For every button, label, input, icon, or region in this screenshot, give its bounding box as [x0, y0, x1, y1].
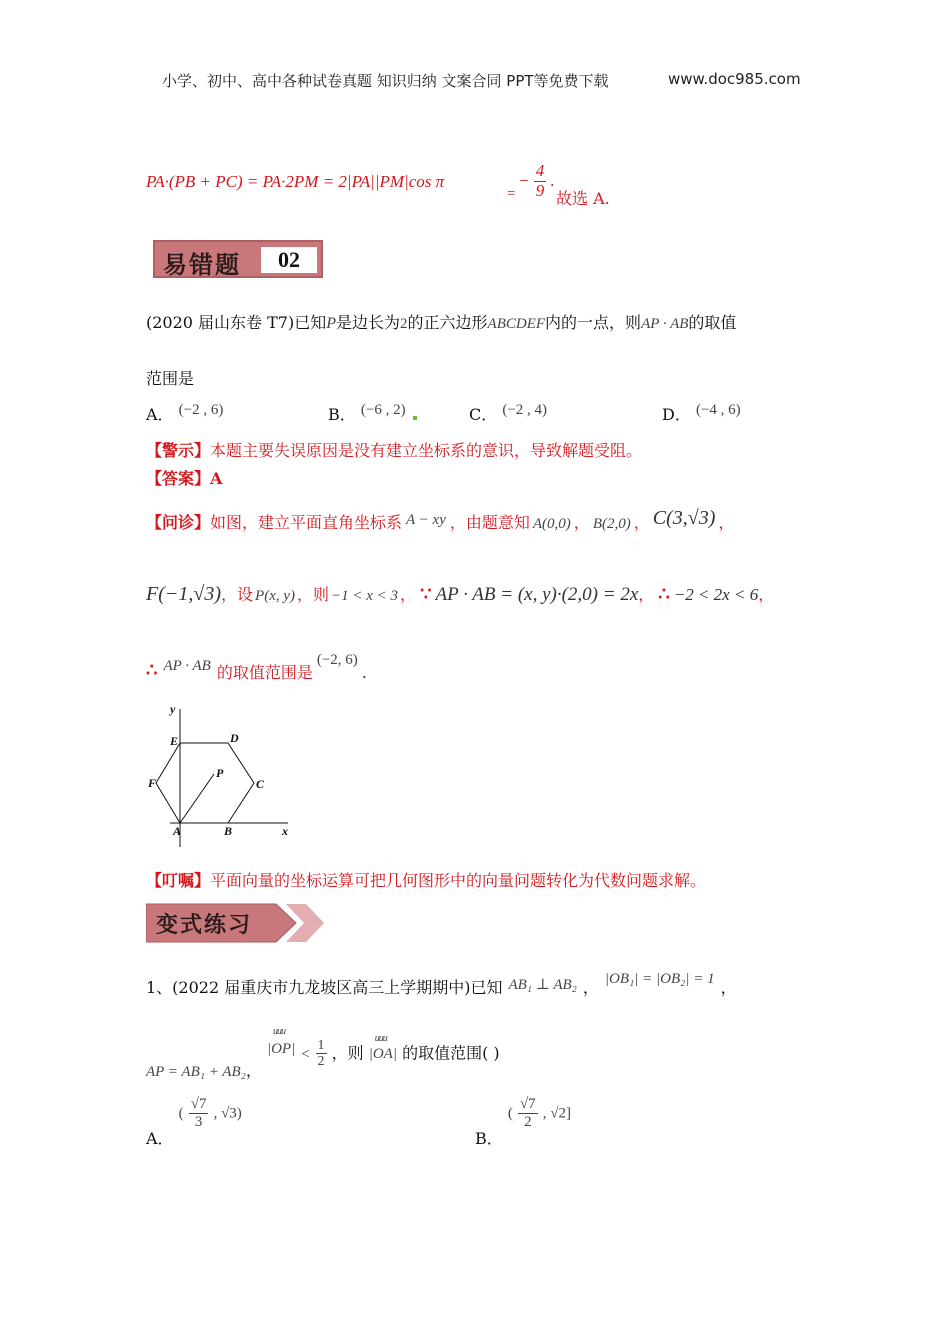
comma: ，	[758, 585, 775, 604]
option-b	[328, 402, 417, 425]
option-b-value: (−6 , 2)	[360, 402, 406, 418]
because-symbol: ∵	[420, 584, 432, 605]
comma: ，	[245, 1061, 262, 1081]
norm-condition: |OB₁| = |OB₂| = 1	[604, 971, 715, 987]
comma: ，	[573, 513, 590, 532]
oa-norm: |OA|	[368, 1046, 397, 1063]
option-a	[146, 402, 223, 425]
label-y: y	[170, 702, 176, 716]
comma: ，	[638, 585, 655, 604]
vector-sum-condition: AP = AB₁ + AB₂	[146, 1064, 246, 1081]
hexagon-name: ABCDEF	[487, 316, 546, 332]
option-b-numerator: √7	[519, 1096, 536, 1112]
option-d-value: (−4 , 6)	[695, 402, 741, 418]
label-a: A	[173, 824, 182, 838]
one-half	[316, 1038, 327, 1070]
option-d-label: D．	[662, 405, 691, 424]
header-website: www.doc985.com	[668, 70, 801, 88]
coordinate-system: A − xy	[406, 512, 446, 528]
oa-norm-group	[368, 1033, 397, 1063]
comma: ，	[718, 513, 735, 532]
segment-ap	[180, 774, 214, 823]
point-a-coord: A(0,0)	[532, 516, 571, 532]
point-f-coord: F(−1,√3)	[146, 583, 222, 605]
diagnosis-text-1: 如图，建立平面直角坐标系	[210, 513, 403, 532]
exercise-1-option-b	[475, 1096, 572, 1148]
fraction-numerator: 4	[535, 161, 545, 180]
two-x-range: −2 < 2x < 6	[673, 585, 759, 604]
half-denominator: 2	[317, 1054, 325, 1070]
warning-line	[146, 438, 642, 461]
section-banner-label: 易错题	[163, 250, 241, 279]
diagnosis-text-5: 的取值范围是	[216, 663, 313, 682]
option-b-fraction	[518, 1096, 538, 1130]
label-f: F	[148, 776, 157, 790]
dot-product-expr: AP · AB	[641, 316, 689, 332]
problem-text-3: 内的一点，则	[545, 313, 642, 332]
point-p-coord: P(x, y)	[255, 588, 295, 604]
reminder-text: 平面向量的坐标运算可把几何图形中的向量问题转化为代数问题求解。	[210, 871, 707, 890]
warning-text: 本题主要失误原因是没有建立坐标系的意识，导致解题受阻。	[210, 441, 643, 460]
option-b-denominator: 2	[524, 1113, 532, 1130]
option-a-open: (	[178, 1105, 184, 1122]
option-b-rest: , √2]	[542, 1105, 572, 1122]
answer-line	[146, 466, 222, 489]
prev-solution-formula: PA·(PB + PC) = PA·2PM = 2|PA||PM|cos π	[146, 172, 445, 191]
fraction	[534, 162, 547, 200]
exercise-1-text-1: ，则	[331, 1043, 364, 1063]
point-b-coord: B(2,0)	[592, 516, 631, 532]
exercise-1-text-2: 的取值范围( )	[402, 1043, 500, 1063]
option-a-value: (−2 , 6)	[178, 402, 224, 418]
exercise-1-line-1	[146, 971, 737, 998]
comma: ，	[720, 978, 737, 997]
problem-line-2: 范围是	[146, 369, 195, 388]
diagnosis-tag: 【问诊】	[146, 513, 211, 532]
hexagon-abcdef	[156, 743, 254, 823]
problem-text-2: 的正六边形	[407, 313, 488, 332]
option-a-denominator: 3	[194, 1113, 203, 1130]
label-p: P	[216, 766, 224, 780]
period: .	[361, 663, 367, 682]
option-b-label: B．	[475, 1128, 503, 1148]
point-c-coord: C(3,√3)	[652, 507, 716, 529]
op-norm-group	[266, 1026, 296, 1058]
option-a-label: A．	[146, 405, 174, 424]
perpendicular-condition: AB₁ ⊥ AB₂	[508, 977, 577, 993]
diagnosis-text-4: ，则	[297, 585, 330, 604]
less-than: <	[300, 1046, 311, 1063]
answer-tag: 【答案】	[146, 469, 211, 488]
therefore-symbol: ∴	[658, 584, 670, 605]
exercise-1-option-a	[146, 1096, 242, 1148]
comma: ，	[400, 585, 417, 604]
comma: ，	[582, 978, 599, 997]
problem-text-1: 是边长为	[336, 313, 401, 332]
green-dot-mark	[413, 416, 417, 420]
range-result: (−2, 6)	[316, 652, 358, 668]
section-banner	[153, 240, 323, 278]
option-d	[662, 402, 741, 425]
neg-sign: −	[518, 171, 530, 191]
header-left-text: 小学、初中、高中各种试卷真题 知识归纳 文案合同 PPT等免费下载	[162, 72, 609, 90]
side-length: 2	[400, 316, 408, 332]
problem-statement	[146, 310, 736, 333]
point-p: P	[326, 315, 337, 332]
option-c-label: C．	[469, 405, 498, 424]
therefore-symbol: ∴	[146, 660, 158, 681]
option-c	[469, 402, 547, 425]
hexagon-figure	[140, 695, 310, 855]
vector-arrow-marks: uuu	[272, 1026, 285, 1037]
option-a-fraction	[189, 1096, 209, 1130]
option-a-rest: , √3)	[213, 1105, 242, 1122]
reminder-tag: 【叮嘱】	[146, 871, 211, 890]
option-b-open: (	[507, 1105, 513, 1122]
diagnosis-line-2	[146, 582, 774, 606]
option-a-numerator: √7	[190, 1096, 207, 1112]
answer-text: A	[210, 469, 223, 488]
option-b-label: B．	[328, 405, 356, 424]
op-norm: |OP|	[266, 1041, 296, 1057]
fraction-denominator: 9	[535, 180, 545, 200]
exercise-1-line-2	[146, 1026, 500, 1081]
label-e: E	[170, 734, 179, 748]
label-c: C	[256, 777, 265, 791]
option-c-value: (−2 , 4)	[502, 402, 548, 418]
period: .	[550, 171, 555, 191]
problem-source: (2020 届山东卷 T7)已知	[146, 313, 327, 332]
diagnosis-line-1	[146, 507, 735, 534]
half-numerator: 1	[317, 1038, 325, 1053]
option-a-label: A．	[146, 1128, 174, 1148]
prev-solution-equals: =	[506, 186, 517, 202]
dot-product-expr: AP · AB	[163, 658, 211, 674]
label-d: D	[230, 731, 239, 745]
dot-product-calc: AP · AB = (x, y)·(2,0) = 2x	[435, 584, 639, 605]
vector-arrow-marks: uuu	[374, 1033, 387, 1045]
label-b: B	[224, 824, 233, 838]
reminder-line	[146, 868, 706, 891]
prev-solution-conclusion: 故选 A.	[556, 189, 610, 208]
practice-banner-label: 变式练习	[156, 912, 253, 938]
diagnosis-text-3: ，设	[221, 585, 254, 604]
exercise-1-lead: 1、(2022 届重庆市九龙坡区高三上学期期中)已知	[146, 978, 503, 997]
label-x: x	[282, 824, 288, 838]
section-banner-number: 02	[261, 247, 317, 273]
problem-text-4: 的取值	[688, 313, 737, 332]
prev-solution-fraction	[518, 162, 555, 200]
comma: ，	[633, 513, 650, 532]
x-range: −1 < x < 3	[331, 588, 399, 604]
diagnosis-text-2: ，由题意知	[449, 513, 530, 532]
diagnosis-line-3	[146, 652, 367, 682]
warning-tag: 【警示】	[146, 441, 211, 460]
